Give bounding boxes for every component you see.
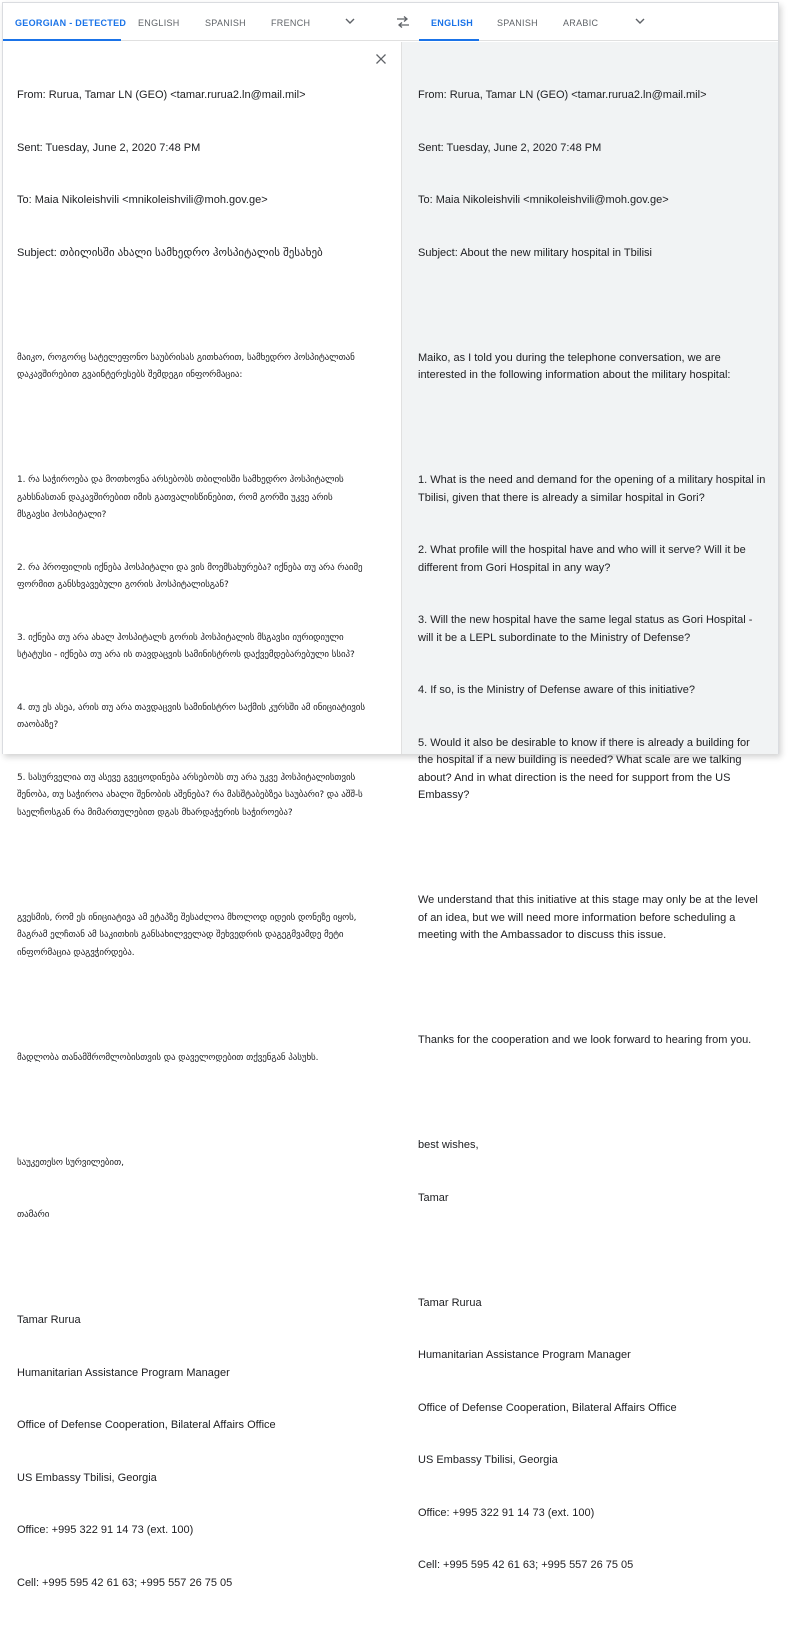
- translated-signature-office: Office of Defense Cooperation, Bilateral Affairs Office: [418, 1401, 677, 1414]
- email-sign-off: საუკეთესო სურვილებით,: [17, 1157, 124, 1168]
- signature-name: Tamar Rurua: [17, 1314, 81, 1326]
- target-tab-indicator: [419, 39, 479, 41]
- translated-header-subject: Subject: About the new military hospital in Tbilisi: [418, 246, 652, 259]
- translate-window: [2, 2, 779, 1589]
- language-bar: [3, 3, 778, 41]
- source-pane[interactable]: [3, 42, 401, 1589]
- translated-signature-office-phone: Office: +995 322 91 14 73 (ext. 100): [418, 1506, 595, 1519]
- translated-header-sent: Sent: Tuesday, June 2, 2020 7:48 PM: [418, 141, 602, 154]
- translated-header-to: To: Maia Nikoleishvili <mnikoleishvili@moh.gov.ge>: [418, 194, 669, 206]
- signature-title: Humanitarian Assistance Program Manager: [17, 1366, 230, 1379]
- tab-source-english[interactable]: ENGLISH: [138, 18, 180, 28]
- email-header-subject: Subject: თბილისში ახალი სამხედრო ჰოსპიტალის შესახებ: [17, 246, 323, 259]
- email-greeting: მაიკო, როგორც სატელეფონო საუბრისას გითხარით, სამხედრო ჰოსპიტალთან დაკავშირებით გვაინტერესებს შემდეგი ინფორმაცია:: [17, 352, 358, 380]
- translated-question-3: 3. Will the new hospital have the same legal status as Gori Hospital - will it be a LEPL subordinate to the Ministry of Defense?: [418, 614, 756, 644]
- translated-question-4: 4. If so, is the Ministry of Defense aware of this initiative?: [418, 684, 695, 696]
- chevron-down-icon[interactable]: [633, 14, 647, 28]
- tab-source-georgian-detected[interactable]: GEORGIAN - DETECTED: [15, 18, 127, 28]
- email-closing-paragraph: გვესმის, რომ ეს ინიციატივა ამ ეტაპზე შესაძლოა მხოლოდ იდეის დონეზე იყოს, მაგრამ ელჩთან ამ საკითხის განსახილველად შეხვედრის დაგეგმვამდე მეტი ინფორმაცია დაგვჭირდება.: [17, 912, 360, 958]
- chevron-down-icon[interactable]: [343, 14, 357, 28]
- translation-pane: [401, 42, 778, 1571]
- translated-question-1: 1. What is the need and demand for the opening of a military hospital in Tbilisi, given that there is already a similar hospital in Gori?: [418, 474, 769, 504]
- email-question-1: 1. რა საჭიროება და მოთხოვნა არსებობს თბილისში სამხედრო ჰოსპიტალის გახსნასთან დაკავშირებით იმის გათვალისწინებით, რომ გორში უკვე არის მსგავსი ჰოსპიტალი?: [17, 475, 347, 520]
- tab-source-spanish[interactable]: SPANISH: [205, 18, 246, 28]
- email-thanks: მადლობა თანამშრომლობისთვის და დაველოდებით თქვენგან პასუხს.: [17, 1052, 319, 1063]
- swap-languages-icon[interactable]: [395, 15, 411, 29]
- signature-office-phone: Office: +995 322 91 14 73 (ext. 100): [17, 1524, 194, 1536]
- translated-greeting: Maiko, as I told you during the telephone conversation, we are interested in the following information about the military hospital:: [418, 351, 731, 381]
- translated-question-2: 2. What profile will the hospital have and who will it serve? Will it be different from Gori Hospital in any way?: [418, 544, 749, 574]
- tab-target-arabic[interactable]: ARABIC: [563, 18, 599, 28]
- translated-closing-paragraph: We understand that this initiative at this stage may only be at the level of an idea, but we will need more information before scheduling a meeting with the Ambassador to discuss this issue.: [418, 894, 761, 941]
- email-question-4: 4. თუ ეს ასეა, არის თუ არა თავდაცვის სამინისტრო საქმის კურსში ამ ინიციატივის თაობაზე?: [17, 702, 368, 730]
- email-header-from: From: Rurua, Tamar LN (GEO) <tamar.rurua2.ln@mail.mil>: [17, 89, 306, 101]
- email-question-3: 3. იქნება თუ არა ახალ ჰოსპიტალს გორის ჰოსპიტალის მსგავსი იურიდიული სტატუსი - იქნება თუ არა ის თავდაცვის სამინისტროს დაქვემდებარებული სსიპ?: [17, 632, 355, 660]
- translated-signature-cell-phone: Cell: +995 595 42 61 63; +995 557 26 75 05: [418, 1559, 634, 1571]
- email-header-sent: Sent: Tuesday, June 2, 2020 7:48 PM: [17, 141, 201, 154]
- source-tab-indicator: [3, 39, 121, 41]
- close-icon[interactable]: [375, 53, 387, 65]
- translated-sign-off: best wishes,: [418, 1139, 479, 1151]
- signature-embassy: US Embassy Tbilisi, Georgia: [17, 1471, 157, 1484]
- translated-signature-title: Humanitarian Assistance Program Manager: [418, 1349, 631, 1361]
- translated-question-5: 5. Would it also be desirable to know if there is already a building for the hospital if a new building is needed? What scale are we talking about? And in what direction is the need for support from the US Embassy?: [418, 736, 753, 801]
- translated-signature-name: Tamar Rurua: [418, 1296, 482, 1309]
- translated-signature-embassy: US Embassy Tbilisi, Georgia: [418, 1454, 558, 1466]
- email-sender-name: თამარი: [17, 1210, 50, 1220]
- translated-text: [418, 52, 768, 1610]
- signature-cell-phone: Cell: +995 595 42 61 63; +995 557 26 75 05: [17, 1576, 233, 1589]
- translated-thanks: Thanks for the cooperation and we look forward to hearing from you.: [418, 1034, 752, 1046]
- translated-header-from: From: Rurua, Tamar LN (GEO) <tamar.rurua2.ln@mail.mil>: [418, 89, 707, 101]
- tab-source-french[interactable]: FRENCH: [271, 18, 311, 28]
- source-text[interactable]: [17, 52, 367, 1627]
- translated-sender-name: Tamar: [418, 1191, 449, 1204]
- email-question-2: 2. რა პროფილის იქნება ჰოსპიტალი და ვის მოემსახურება? იქნება თუ არა რაიმე ფორმით განსხვავებული გორის ჰოსპიტალისგან?: [17, 562, 366, 590]
- tab-target-english[interactable]: ENGLISH: [431, 18, 474, 28]
- email-header-to: To: Maia Nikoleishvili <mnikoleishvili@moh.gov.ge>: [17, 194, 268, 206]
- tab-target-spanish[interactable]: SPANISH: [497, 18, 538, 28]
- signature-office: Office of Defense Cooperation, Bilateral Affairs Office: [17, 1419, 276, 1431]
- email-question-5: 5. სასურველია თუ ასევე გვეცოდინება არსებობს თუ არა უკვე ჰოსპიტალისთვის შენობა, თუ საჭიროა ახალი შენობის აშენება? რა მასშტაბებზეა საუბარი? და აშშ-ს საელჩოსგან რა მიმართულებით დგას მხარდაჭერის საჭიროება?: [17, 772, 366, 818]
